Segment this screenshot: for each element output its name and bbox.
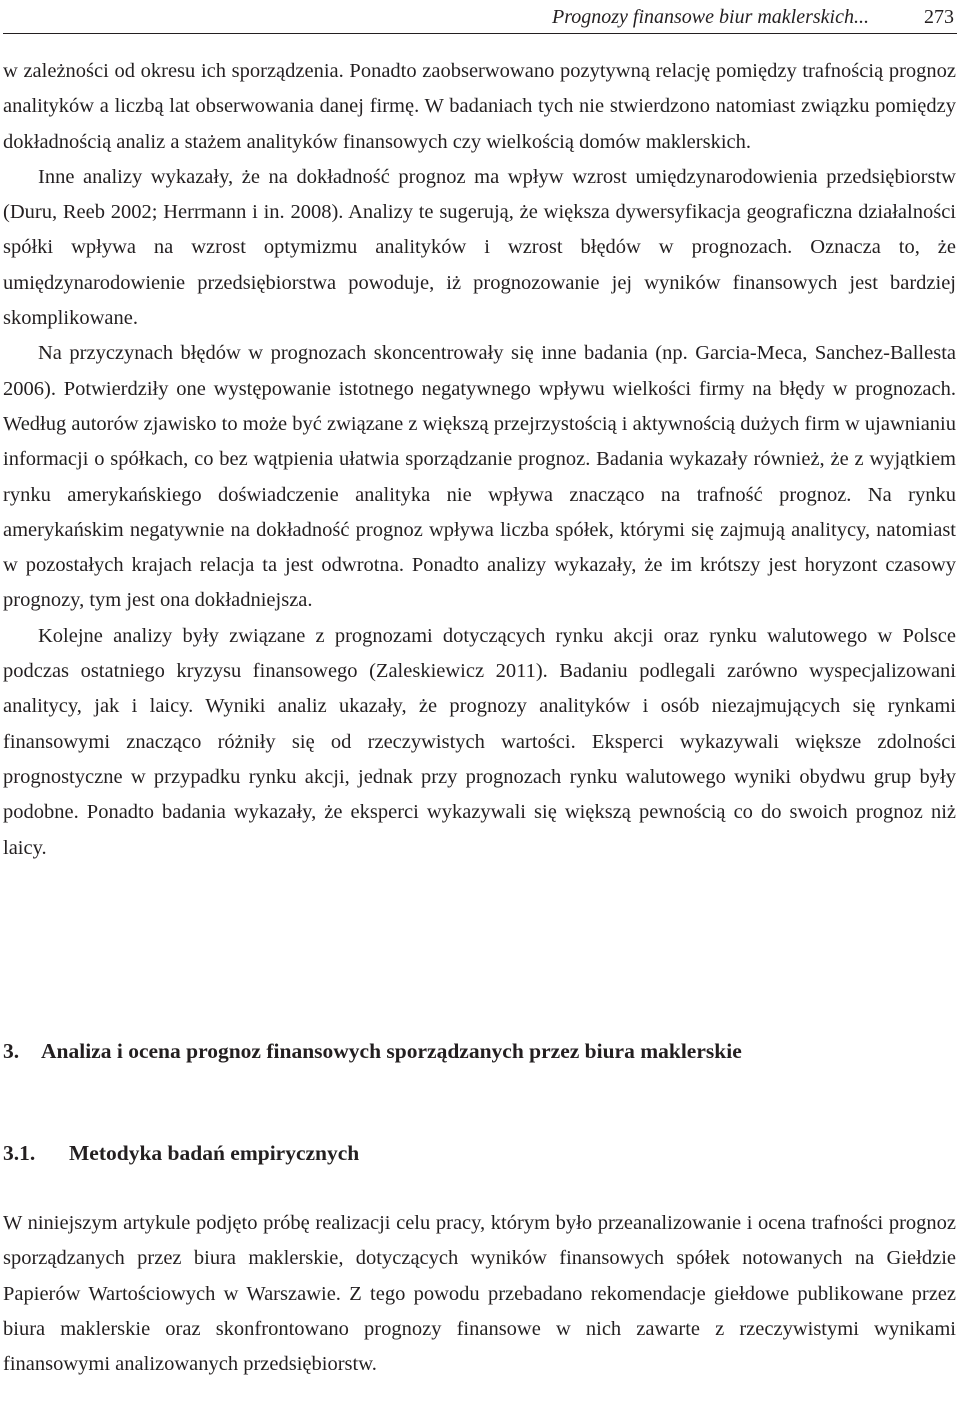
- running-title: Prognozy finansowe biur maklerskich...: [551, 6, 869, 28]
- paragraph-3: Na przyczynach błędów w prognozach skoncentrowały się inne badania (np. Garcia-Meca, Sanchez-Ballesta 2006). Potwierdziły one występowanie istotnego negatywnego wpływu wielkości firmy na błędy w prognozach. Według autorów zjawisko to może być związane z większą przejrzystością i aktywnością dużych firm w ujawnianiu informacji o spółkach, co bez wątpienia ułatwia sporządzanie prognoz. Badania wykazały również, że z wyjątkiem rynku amerykańskiego doświadczenie analityka nie wpływa znacząco na trafność prognoz. Na rynku amerykańskim negatywnie na dokładność prognoz wpływa liczba spółek, którymi się zajmują analitycy, natomiast w pozostałych krajach relacja ta jest odwrotna. Ponadto analizy wykazały, że im krótszy jest horyzont czasowy prognozy, tym jest ona dokładniejsza.: [3, 342, 956, 612]
- body-text: [3, 54, 956, 866]
- page-number: 273: [924, 6, 954, 28]
- subsection-title: Metodyka badań empirycznych: [69, 1141, 360, 1165]
- paragraph-4: Kolejne analizy były związane z prognozami dotyczących rynku akcji oraz rynku walutowego w Polsce podczas ostatniego kryzysu finansowego (Zaleskiewicz 2011). Badaniu podlegali zarówno wyspecjalizowani analitycy, jak i laicy. Wyniki analiz ukazały, że prognozy analityków i osób niezajmujących się rynkami finansowymi znacząco różniły się od rzeczywistych wartości. Eksperci wykazywali większe zdolności prognostyczne w przypadku rynku akcji, jednak przy prognozach rynku walutowego wyniki obydwu grup były podobne. Ponadto badania wykazały, że eksperci wykazywali się większą pewnością co do swoich prognoz niż laicy.: [3, 624, 956, 859]
- section-title: Analiza i ocena prognoz finansowych sporządzanych przez biura maklerskie: [41, 1039, 742, 1063]
- subsection-number: 3.1.: [3, 1141, 36, 1165]
- subsection-body: [3, 1206, 956, 1382]
- paragraph-1: w zależności od okresu ich sporządzenia. Ponadto zaobserwowano pozytywną relację pomiędzy trafnością prognoz analityków a liczbą lat obserwowania danej firmę. W badaniach tych nie stwierdzono natomiast związku pomiędzy dokładnością analiz a stażem analityków finansowych czy wielkością domów maklerskich.: [3, 60, 956, 153]
- subsection-paragraph-1: W niniejszym artykule podjęto próbę realizacji celu pracy, którym było przeanalizowanie i ocena trafności prognoz sporządzanych przez biura maklerskie, dotyczących wyników finansowych spółek notowanych na Giełdzie Papierów Wartościowych w Warszawie. Z tego powodu przebadano rekomendacje giełdowe publikowane przez biura maklerskie oraz skonfrontowano prognozy finansowe w nich zawarte z rzeczywistymi wynikami finansowymi analizowanych przedsiębiorstw.: [3, 1212, 956, 1376]
- section-number: 3.: [3, 1039, 20, 1063]
- section-heading: [3, 1036, 956, 1066]
- running-header: [3, 0, 957, 34]
- subsection-heading: [3, 1138, 956, 1168]
- paragraph-2: Inne analizy wykazały, że na dokładność prognoz ma wpływ wzrost umiędzynarodowienia przedsiębiorstw (Duru, Reeb 2002; Herrmann i in. 2008). Analizy te sugerują, że większa dywersyfikacja geograficzna działalności spółki wpływa na wzrost optymizmu analityków i wzrost błędów w prognozach. Oznacza to, że umiędzynarodowienie przedsiębiorstwa powoduje, iż prognozowanie jej wyników finansowych jest bardziej skomplikowane.: [3, 165, 956, 330]
